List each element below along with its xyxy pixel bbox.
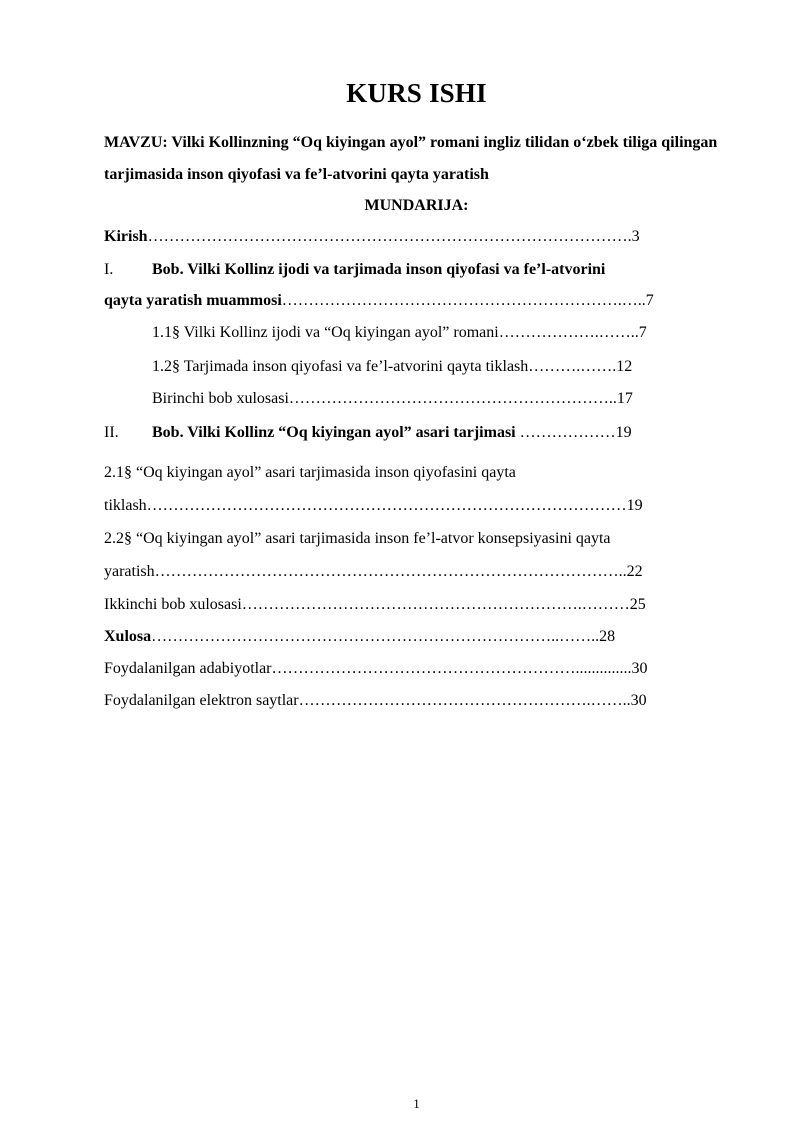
toc-leader: ……………………………………………………….…..7 xyxy=(281,292,654,309)
toc-leader: …………………………………………………………………..……..28 xyxy=(151,628,616,645)
toc-entry-bob2-xulosa: Ikkinchi bob xulosasi……………………………………………………….………25 xyxy=(104,596,646,613)
toc-entry-1-2: 1.2§ Tarjimada inson qiyofasi va fe’l-atvorini qayta tiklash……….…….12 xyxy=(152,358,633,375)
topic-heading: MAVZU: Vilki Kollinzning “Oq kiyingan ayol” romani ingliz tilidan o‘zbek tiliga qilingan tarjimasida inson qiyofasi va fe’l-atvorini qayta yaratish xyxy=(104,134,718,183)
toc-entry-2-1-line1: 2.1§ “Oq kiyingan ayol” asari tarjimasida inson qiyofasini qayta xyxy=(104,464,516,481)
toc-entry-bob2-numeral: II. xyxy=(104,424,119,441)
toc-entry-2-2-line2: yaratish……………………………………………………………………………..22 xyxy=(104,563,643,580)
toc-leader: ………………19 xyxy=(515,424,632,441)
toc-label: qayta yaratish muammosi xyxy=(104,292,282,309)
page-number: 1 xyxy=(413,1096,420,1111)
document-title: KURS ISHI xyxy=(346,78,487,108)
toc-entry-2-2-line1: 2.2§ “Oq kiyingan ayol” asari tarjimasida inson fe’l-atvor konsepsiyasini qayta xyxy=(104,530,611,547)
table-of-contents-heading: MUNDARIJA: xyxy=(364,197,469,214)
toc-entry-bob1-line2 xyxy=(104,290,654,312)
toc-entry-elektron-saytlar: Foydalanilgan elektron saytlar……………………………………………….……..30 xyxy=(104,692,647,709)
toc-entry-1-1: 1.1§ Vilki Kollinz ijodi va “Oq kiyingan ayol” romani……………….……..7 xyxy=(152,324,647,341)
toc-label: Kirish xyxy=(104,228,148,245)
toc-entry-kirish xyxy=(104,226,640,248)
toc-entry-bob1-xulosa: Birinchi bob xulosasi……………………………………………………..17 xyxy=(152,390,633,407)
toc-label: Xulosa xyxy=(104,628,152,645)
toc-entry-xulosa xyxy=(104,626,615,648)
toc-entry-bob2 xyxy=(152,422,632,444)
toc-leader: ……………………………………………………………………………….3 xyxy=(147,228,640,245)
toc-entry-bob1-numeral: I. xyxy=(104,261,114,278)
toc-entry-adabiyotlar: Foydalanilgan adabiyotlar…………………………………………………..............30 xyxy=(104,660,648,677)
toc-entry-bob1-title: Bob. Vilki Kollinz ijodi va tarjimada inson qiyofasi va fe’l-atvorini xyxy=(152,261,606,278)
toc-label: Bob. Vilki Kollinz “Oq kiyingan ayol” asari tarjimasi xyxy=(152,424,516,441)
toc-entry-2-1-line2: tiklash………………………………………………………………………………19 xyxy=(104,497,643,514)
